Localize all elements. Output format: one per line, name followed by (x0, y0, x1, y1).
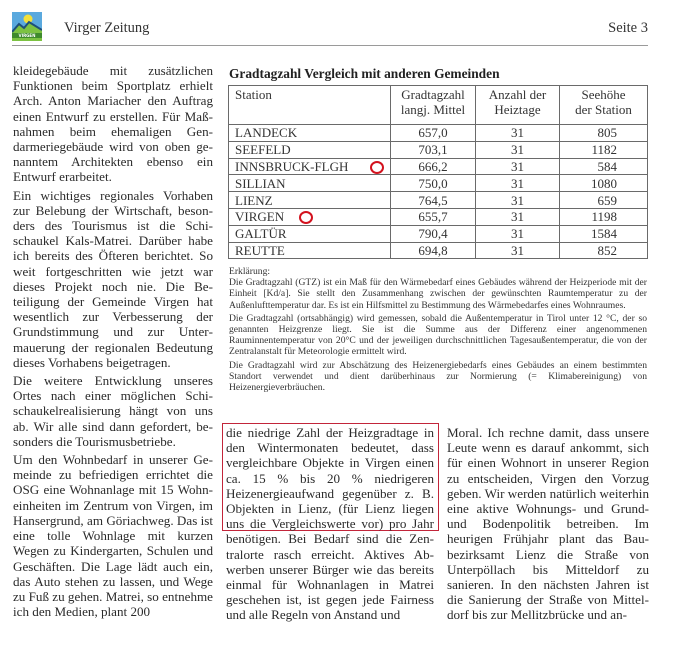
cell-heiztage: 31 (476, 125, 560, 142)
cell-heiztage: 31 (476, 192, 560, 209)
header-seehoehe: Seehöhe der Station (560, 86, 648, 125)
cell-station: SILLIAN (229, 175, 391, 192)
table-row (229, 141, 648, 158)
table-row (229, 208, 648, 225)
table-row (229, 192, 648, 209)
paragraph: Um den Wohnbedarf in unserer Gemeinde zu befriedigen errichtet die OSG eine Wohnanlage mit 15 Wohneinheiten im Zentrum von Virgen, im Hansergrund, am Göriachweg. Das ist eine tolle Wohnlage mit kurzen Wegen zu Kindergarten, Schulen und Geschäften. Die Lage lädt auch ein, das Auto stehen zu lassen, und Wege zu Fuß zu gehen. Matrei, so entnehme ich den Medien, plant 200 (13, 452, 213, 620)
cell-heiztage: 31 (476, 225, 560, 242)
table-row (229, 175, 648, 192)
left-column (13, 63, 213, 622)
cell-seehoehe: 1198 (560, 208, 648, 225)
page-header (12, 10, 648, 46)
cell-seehoehe: 1182 (560, 141, 648, 158)
cell-heiztage: 31 (476, 175, 560, 192)
explanation-paragraph: Die Gradtagzahl wird zur Abschätzung des Heizenergiebedarfs eines Gebäudes an einem bestimmten Standort verwendet und dient darüberhinaus zur Normierung (= Klimabereinigung) von Heizenergieverbräuchen. (229, 359, 647, 394)
cell-gradtagzahl: 764,5 (391, 192, 476, 209)
page-number: Seite 3 (608, 20, 648, 36)
table-row (229, 242, 648, 259)
explanation-paragraph: Die Gradtagzahl (GTZ) ist ein Maß für den Wärmebedarf eines Gebäudes während der Heizperiode mit der Einheit [Kd/a]. Sie stellt den Zusammenhang zwischen der gewünschten Raumtemperatur zu der Außenlufttemperatur dar. Es ist ein Hilfsmittel zu Bestimmung des Wärmebedarfes eines Wohnraumes. (229, 277, 647, 311)
logo-text: VIRGEN (18, 33, 36, 38)
cell-heiztage: 31 (476, 208, 560, 225)
cell-gradtagzahl: 666,2 (391, 158, 476, 175)
cell-station: INNSBRUCK-FLGH (229, 158, 391, 175)
cell-gradtagzahl: 694,8 (391, 242, 476, 259)
cell-seehoehe: 584 (560, 158, 648, 175)
cell-station: REUTTE (229, 242, 391, 259)
header-heiztage: Anzahl der Heiztage (476, 86, 560, 125)
red-circle-mark-icon (299, 211, 313, 224)
cell-station: LANDECK (229, 125, 391, 142)
cell-seehoehe: 1080 (560, 175, 648, 192)
gradtagzahl-table (228, 85, 648, 259)
table-title: Gradtagzahl Vergleich mit anderen Gemeinden (229, 66, 500, 81)
cell-heiztage: 31 (476, 141, 560, 158)
table-row (229, 225, 648, 242)
table-row (229, 158, 648, 175)
paragraph: Ein wichtiges regionales Vorhaben zur Belebung der Wirtschaft, besonders des Tourismus ist die Schischaukel Kals-Matrei. Darüber habe ich bereits des Öfteren berichtet. So weit fortgeschritten wie jetzt war dieses Projekt noch nie. Die Beteiligung der Gemeinde Virgen hat wesentlich zur Verbesserung der Grundstimmung und zur Untermauerung der regionalen Bedeutung dieses Vorhabens beigetragen. (13, 187, 213, 370)
explanation-paragraph: Die Gradtagzahl (ortsabhängig) wird gemessen, sobald die Außentemperatur in Tirol unter 12 °C, der so genannten Heizgrenze liegt. Sie ist die Summe aus der Differenz einer angenommenen Rauminnentemperatur von 20°C und der jeweiligen durchschnittlichen Tagesaußentemperatur, die von der Zentralanstalt für Meteorologie ermittelt wird. (229, 312, 647, 358)
table-header-row (229, 86, 648, 125)
paragraph: kleidegebäude mit zusätzlichen Funktionen beim Sportplatz erhielt Arch. Anton Mariacher den Auftrag einen Entwurf zu erstellen. Für Maßnahmen beim ehemaligen Gendarmeriegebäude wird von oben genanntem Architekten ebenso ein Entwurf erarbeitet. (13, 63, 213, 185)
table-row (229, 125, 648, 142)
cell-seehoehe: 852 (560, 242, 648, 259)
cell-gradtagzahl: 790,4 (391, 225, 476, 242)
paragraph: benötigen. Bei Bedarf sind die Zentralorte rasch erreicht. Aktives Abwerben unserer Bürger wie das bereits einmal für Wohnanlagen in Matrei geschehen ist, ist gegen jede Fairness und alle Regeln von Anstand und (226, 531, 434, 623)
explanation-label: Erklärung: (229, 266, 271, 277)
cell-station: GALTÜR (229, 225, 391, 242)
cell-gradtagzahl: 655,7 (391, 208, 476, 225)
cell-seehoehe: 805 (560, 125, 648, 142)
cell-heiztage: 31 (476, 158, 560, 175)
highlighted-text: die niedrige Zahl der Heizgradtage in den Wintermonaten bedeutet, dass vergleichbare Objekte in Virgen einen ca. 15 % bis 20 % niedrigeren Heizenergieaufwand gegenüber z. B. Objekten in Lienz, (für Lienz liegen uns die Vergleichswerte vor) pro Jahr (226, 425, 434, 532)
cell-station: LIENZ (229, 192, 391, 209)
right-column (447, 425, 649, 623)
cell-heiztage: 31 (476, 242, 560, 259)
red-circle-mark-icon (370, 161, 384, 174)
cell-seehoehe: 659 (560, 192, 648, 209)
cell-gradtagzahl: 657,0 (391, 125, 476, 142)
middle-column (226, 425, 434, 623)
cell-station: SEEFELD (229, 141, 391, 158)
cell-seehoehe: 1584 (560, 225, 648, 242)
newspaper-title: Virger Zeitung (64, 20, 150, 36)
virgen-logo-icon (12, 12, 42, 41)
cell-gradtagzahl: 703,1 (391, 141, 476, 158)
cell-gradtagzahl: 750,0 (391, 175, 476, 192)
header-gradtagzahl: Gradtagzahl langj. Mittel (391, 86, 476, 125)
header-station: Station (229, 86, 391, 125)
paragraph: Die weitere Entwicklung unseres Ortes nach einer möglichen Schischaukelrealisierung hängt von uns ab. Wir alle sind dann gefordert, besonders die Tourismusbetriebe. (13, 373, 213, 449)
paragraph: Moral. Ich rechne damit, dass unsere Leute wenn es darauf ankommt, sich für einen Wohnort in unserer Region zu entscheiden, Virgen den Vorzug geben. Wir werden natürlich weiterhin eine aktive Wohnungs- und Grund- und Bodenpolitik betreiben. Im heurigen Frühjahr plant das Baubezirksamt Lienz die Straße von Unterpöllach bis Mitteldorf zu sanieren. In den nächsten Jahren ist die Sanierung der Straße von Mitteldorf bis zur Mellitzbrücke und an- (447, 425, 649, 623)
explanation (229, 266, 647, 395)
cell-station: VIRGEN (229, 208, 391, 225)
